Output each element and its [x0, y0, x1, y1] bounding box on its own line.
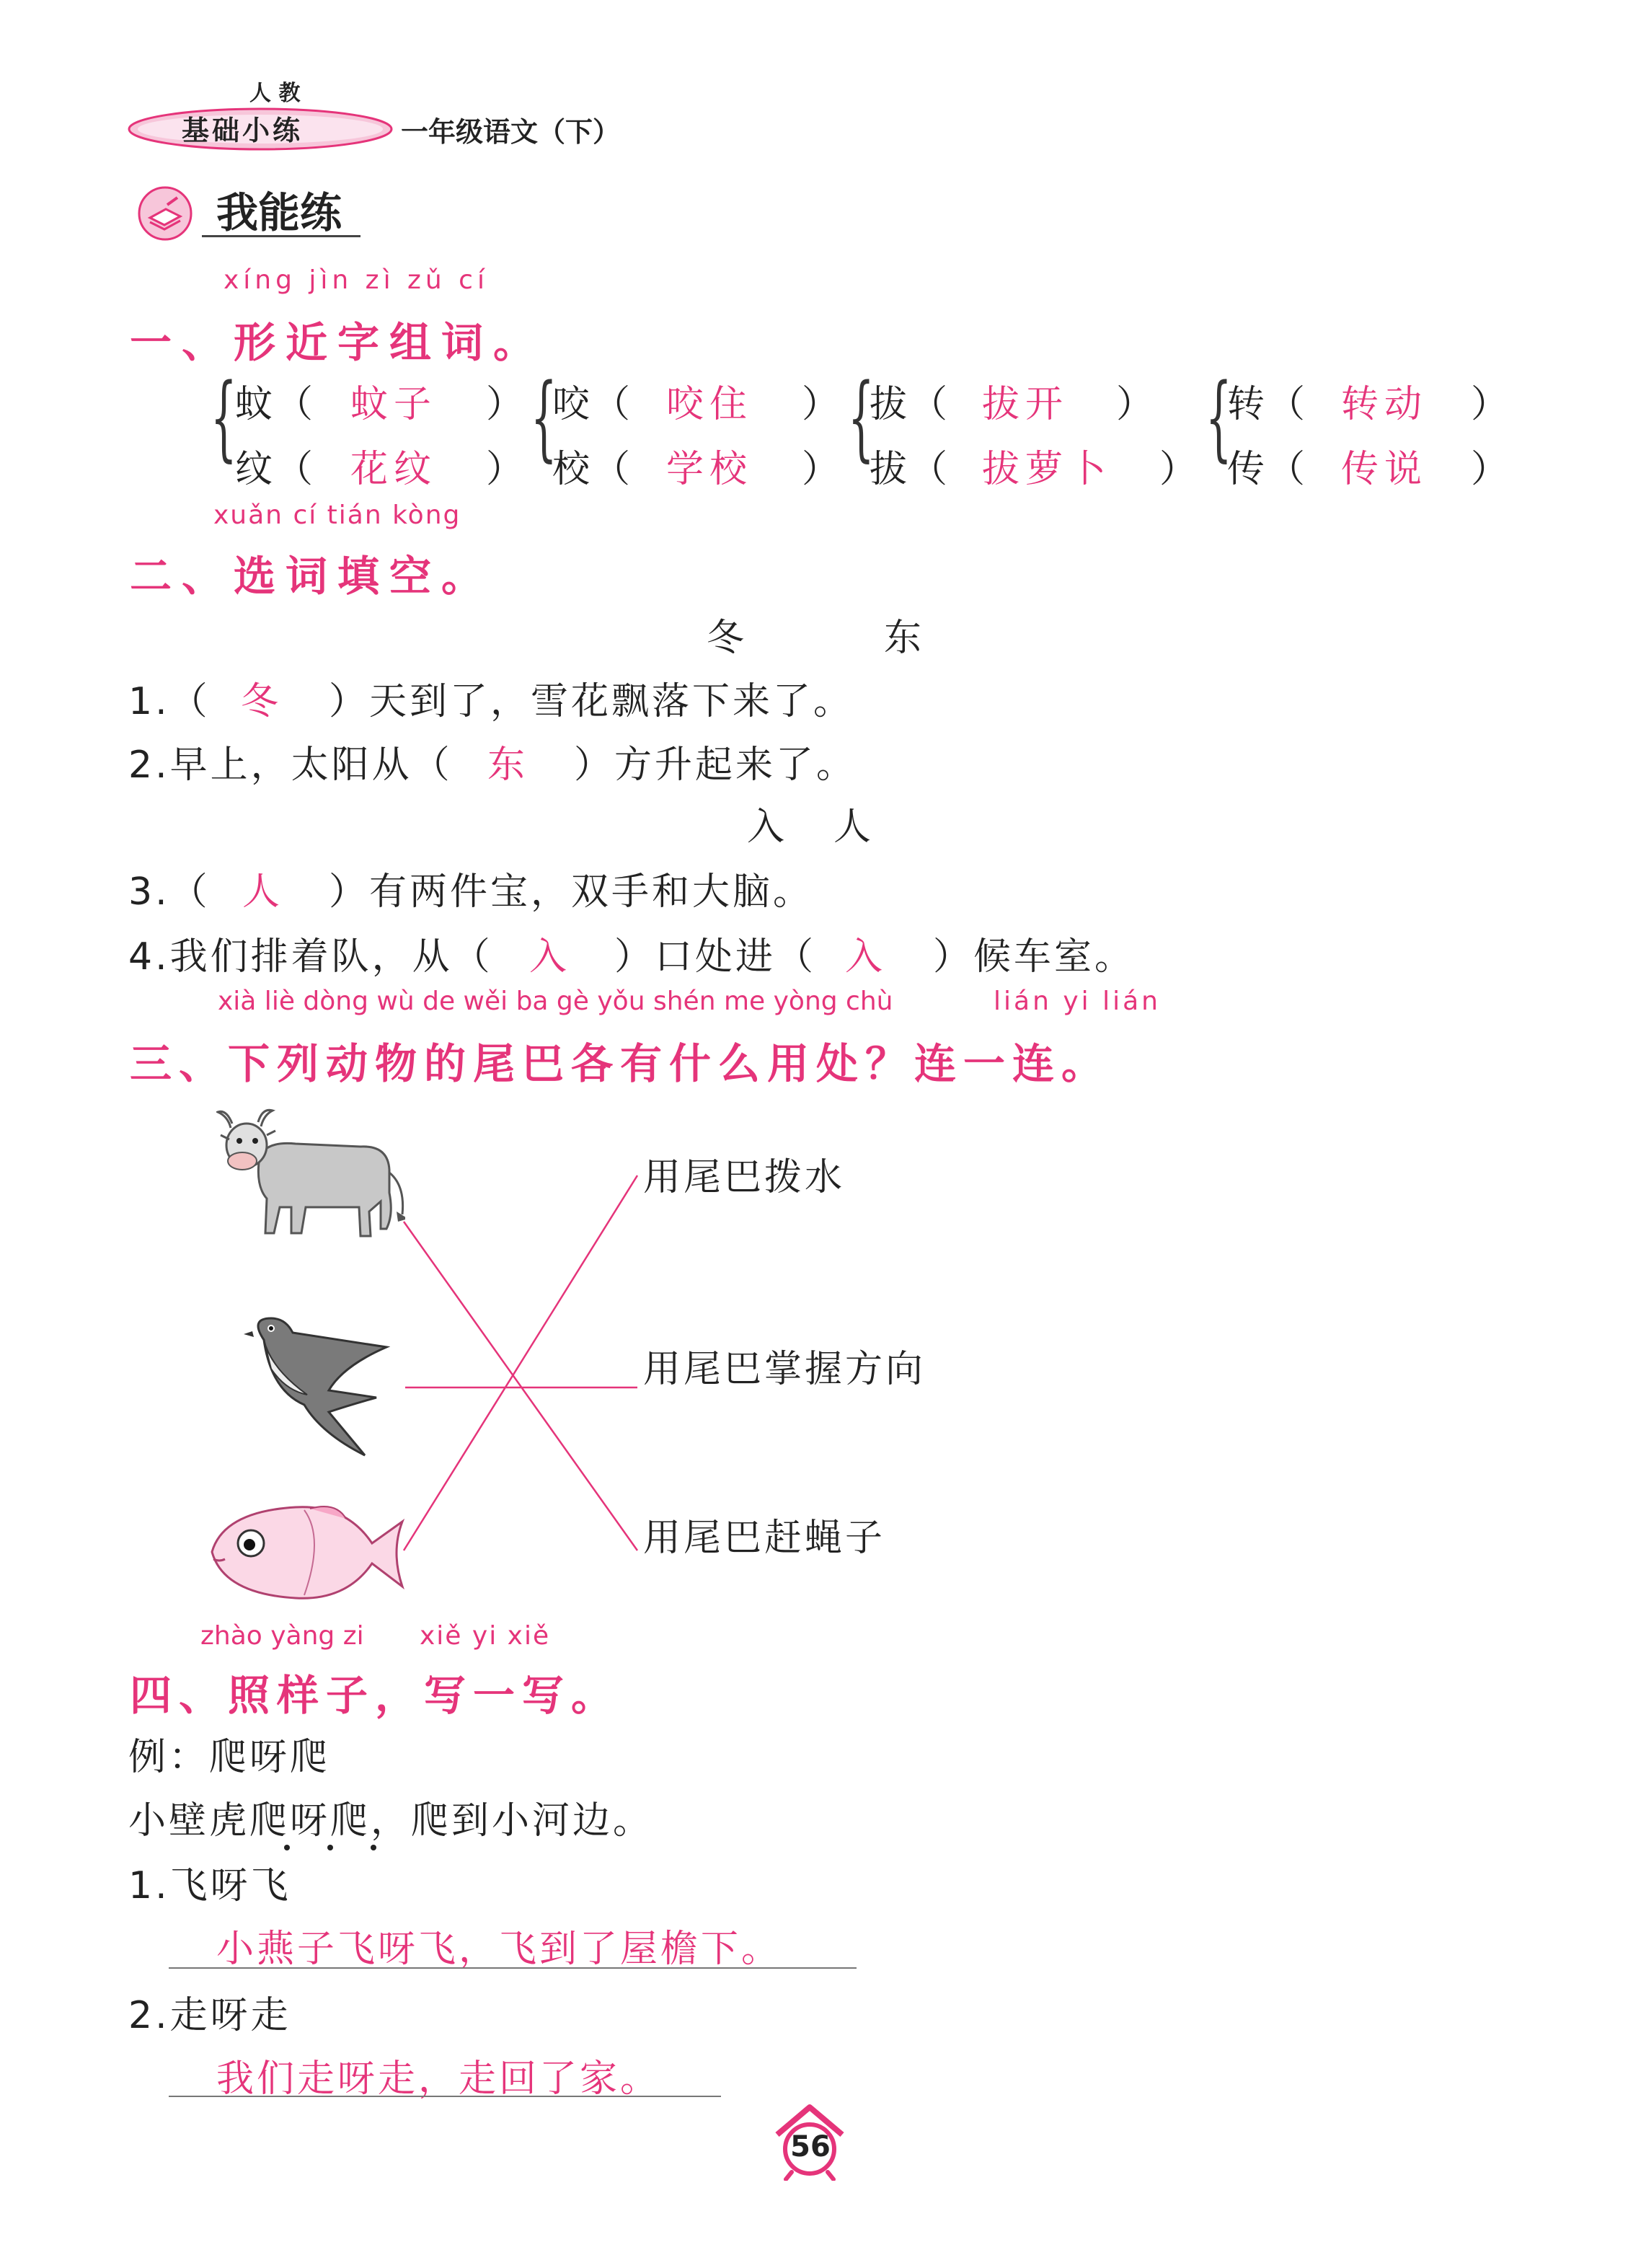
q3-after: ）有两件宝，双手和大脑。 [329, 870, 814, 914]
part1-pinyin: xíng jìn zì zǔ cí [224, 265, 489, 295]
group4-answer2: 传说 [1341, 448, 1428, 491]
q4-number: 4. [128, 935, 170, 979]
emphasis-dot [371, 1845, 376, 1850]
option-dong-winter: 冬 [707, 617, 748, 660]
badge-underline [202, 235, 360, 237]
option-ren-person: 人 [833, 806, 875, 849]
group3-char2: 拔 [870, 448, 911, 491]
example-sentence: 小壁虎爬呀爬，爬到小河边。 [128, 1799, 654, 1843]
q1-after: ）天到了，雪花飘落下来了。 [329, 680, 854, 723]
group2-answer1: 咬住 [666, 383, 753, 426]
swallow-picture[interactable] [242, 1311, 391, 1460]
group4-answer1: 转动 [1341, 383, 1428, 426]
group4-char1: 转 [1227, 383, 1268, 426]
q2-before: 早上，太阳从（ [169, 744, 453, 787]
q1-number: 1. [128, 680, 170, 723]
group3-char1: 拔 [870, 383, 911, 426]
use-flies[interactable]: 用尾巴赶蝇子 [643, 1517, 886, 1560]
q2-answer: 东 [487, 744, 526, 787]
part1-title: 一、形近字组词。 [130, 318, 546, 367]
part3-pinyin-b: lián yi lián [994, 987, 1161, 1016]
q3-answer: 人 [242, 870, 280, 914]
option-ru-enter: 入 [747, 806, 788, 849]
q4-before: 我们排着队，从（ [169, 935, 493, 979]
cow-picture[interactable] [216, 1106, 405, 1250]
p4-q1-answer[interactable]: 小燕子飞呀飞，飞到了屋檐下。 [216, 1928, 782, 1971]
part4-pinyin-a: zhào yàng zi [200, 1621, 364, 1651]
p4-q1-number: 1. [128, 1864, 170, 1907]
part4-pinyin-b: xiě yi xiě [420, 1621, 551, 1651]
group1-char2: 纹 [235, 448, 276, 491]
q4-answer1: 入 [529, 935, 567, 979]
group1-answer1: 蚊子 [350, 383, 438, 426]
subject-title: 一年级语文（下） [401, 116, 621, 148]
part3-title: 三、下列动物的尾巴各有什么用处？连一连。 [130, 1039, 1111, 1088]
brace: { [211, 364, 237, 472]
q3-before: （ [169, 870, 211, 914]
part2-title: 二、选词填空。 [130, 552, 494, 601]
p4-q2-prompt: 走呀走 [169, 1994, 291, 2037]
answer-line-2 [169, 2096, 721, 2097]
group2-char1: 咬 [552, 383, 593, 426]
group1-char1: 蚊 [235, 383, 276, 426]
part2-pinyin: xuǎn cí tián kòng [213, 500, 461, 530]
group4-char2: 传 [1227, 448, 1268, 491]
group3-answer2: 拔萝卜 [982, 448, 1112, 491]
use-direction[interactable]: 用尾巴掌握方向 [643, 1348, 926, 1391]
book-icon [134, 185, 196, 242]
group3-answer1: 拔开 [982, 383, 1069, 426]
example-label: 例：爬呀爬 [128, 1736, 331, 1779]
p4-q2-number: 2. [128, 1994, 170, 2037]
option-dong-east: 东 [884, 617, 925, 660]
q3-number: 3. [128, 870, 170, 914]
q1-answer: 冬 [241, 680, 279, 723]
p4-q1-prompt: 飞呀飞 [169, 1864, 291, 1907]
series-title: 基础小练 [182, 115, 304, 146]
q4-answer2: 入 [845, 935, 883, 979]
group2-char2: 校 [552, 448, 593, 491]
part4-title: 四、照样子，写一写。 [130, 1671, 621, 1720]
q4-mid: ）口处进（ [614, 935, 817, 979]
q2-after: ）方升起来了。 [574, 744, 857, 787]
q2-number: 2. [128, 744, 170, 787]
p4-q2-answer[interactable]: 我们走呀走，走回了家。 [216, 2057, 661, 2101]
line-cow-to-fly [404, 1222, 637, 1550]
brace: { [531, 364, 557, 472]
q4-after: ）候车室。 [933, 935, 1136, 979]
part3-pinyin-a: xià liè dòng wù de wěi ba gè yǒu shén me yòng chù [218, 987, 893, 1016]
q1-before: （ [169, 680, 211, 723]
publisher-label: 人 教 [249, 81, 301, 106]
group1-answer2: 花纹 [350, 448, 438, 491]
brace: { [1205, 364, 1232, 472]
section-badge-title: 我能练 [216, 188, 342, 237]
emphasis-dot [327, 1845, 333, 1850]
fish-picture[interactable] [209, 1501, 405, 1604]
answer-line-1 [169, 1967, 857, 1969]
emphasis-dot [284, 1845, 290, 1850]
brace: { [848, 364, 875, 472]
page-number: 56 [790, 2130, 831, 2163]
line-fish-to-water [404, 1175, 637, 1550]
group2-answer2: 学校 [666, 448, 753, 491]
use-water[interactable]: 用尾巴拨水 [643, 1156, 846, 1199]
